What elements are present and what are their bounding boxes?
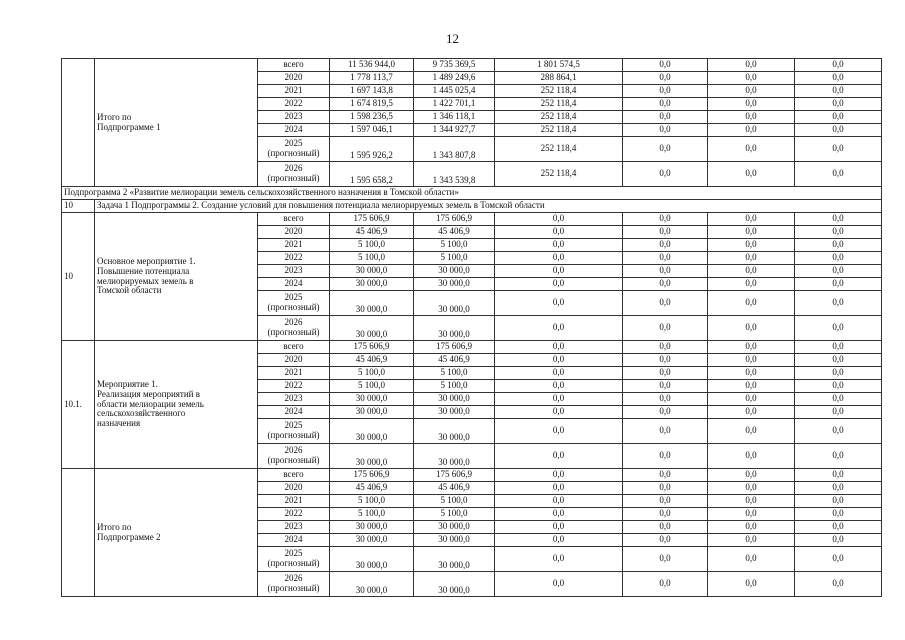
value-cell: 5 100,0 — [414, 239, 495, 252]
year-cell: 2025 (прогнозный) — [258, 419, 330, 444]
value-cell: 0,0 — [623, 367, 708, 380]
year-cell: 2024 — [258, 406, 330, 419]
year-cell: 2026 (прогнозный) — [258, 572, 330, 597]
value-cell: 175 606,9 — [414, 213, 495, 226]
year-cell: 2026 (прогнозный) — [258, 316, 330, 341]
value-cell: 5 100,0 — [414, 380, 495, 393]
value-cell: 0,0 — [623, 239, 708, 252]
value-cell: 0,0 — [795, 534, 882, 547]
year-cell: всего — [258, 59, 330, 72]
value-cell: 0,0 — [795, 547, 882, 572]
value-cell: 0,0 — [495, 406, 623, 419]
value-cell: 0,0 — [708, 393, 795, 406]
year-cell: 2022 — [258, 252, 330, 265]
table-body — [62, 59, 882, 597]
value-cell: 11 536 944,0 — [330, 59, 414, 72]
value-cell: 0,0 — [795, 213, 882, 226]
value-cell: 5 100,0 — [414, 508, 495, 521]
value-cell: 0,0 — [795, 226, 882, 239]
value-cell: 0,0 — [708, 213, 795, 226]
value-cell: 30 000,0 — [330, 547, 414, 572]
value-cell: 175 606,9 — [414, 469, 495, 482]
value-cell: 0,0 — [708, 124, 795, 137]
value-cell: 0,0 — [795, 419, 882, 444]
value-cell: 0,0 — [795, 354, 882, 367]
year-cell: всего — [258, 469, 330, 482]
value-cell: 0,0 — [495, 239, 623, 252]
value-cell: 0,0 — [795, 124, 882, 137]
value-cell: 0,0 — [623, 72, 708, 85]
row-number-cell — [62, 469, 95, 597]
year-cell: 2022 — [258, 380, 330, 393]
year-cell: 2025 (прогнозный) — [258, 547, 330, 572]
value-cell: 30 000,0 — [330, 278, 414, 291]
value-cell: 5 100,0 — [414, 252, 495, 265]
value-cell: 0,0 — [495, 469, 623, 482]
value-cell: 175 606,9 — [330, 469, 414, 482]
value-cell: 252 118,4 — [495, 124, 623, 137]
value-cell: 1 778 113,7 — [330, 72, 414, 85]
value-cell: 0,0 — [495, 354, 623, 367]
task-row — [62, 200, 882, 213]
table-row — [62, 213, 882, 226]
value-cell: 1 346 118,1 — [414, 111, 495, 124]
value-cell: 0,0 — [708, 354, 795, 367]
value-cell: 30 000,0 — [330, 316, 414, 341]
value-cell: 0,0 — [623, 572, 708, 597]
year-cell: 2021 — [258, 367, 330, 380]
value-cell: 252 118,4 — [495, 137, 623, 162]
value-cell: 0,0 — [795, 469, 882, 482]
value-cell: 0,0 — [623, 265, 708, 278]
value-cell: 0,0 — [623, 495, 708, 508]
value-cell: 0,0 — [708, 162, 795, 187]
value-cell: 0,0 — [795, 406, 882, 419]
value-cell: 1 445 025,4 — [414, 85, 495, 98]
value-cell: 0,0 — [795, 495, 882, 508]
year-cell: 2020 — [258, 72, 330, 85]
value-cell: 30 000,0 — [330, 521, 414, 534]
value-cell: 5 100,0 — [330, 367, 414, 380]
value-cell: 0,0 — [495, 495, 623, 508]
year-cell: 2025 (прогнозный) — [258, 291, 330, 316]
value-cell: 0,0 — [495, 393, 623, 406]
value-cell: 0,0 — [708, 278, 795, 291]
value-cell: 0,0 — [623, 291, 708, 316]
value-cell: 0,0 — [623, 521, 708, 534]
value-cell: 1 674 819,5 — [330, 98, 414, 111]
value-cell: 0,0 — [623, 341, 708, 354]
value-cell: 0,0 — [795, 137, 882, 162]
value-cell: 30 000,0 — [330, 265, 414, 278]
value-cell: 0,0 — [708, 137, 795, 162]
value-cell: 0,0 — [708, 111, 795, 124]
value-cell: 0,0 — [623, 316, 708, 341]
value-cell: 30 000,0 — [414, 534, 495, 547]
value-cell: 30 000,0 — [414, 393, 495, 406]
value-cell: 0,0 — [708, 226, 795, 239]
value-cell: 0,0 — [495, 444, 623, 469]
value-cell: 0,0 — [708, 59, 795, 72]
value-cell: 30 000,0 — [414, 278, 495, 291]
value-cell: 0,0 — [795, 278, 882, 291]
value-cell: 0,0 — [708, 482, 795, 495]
value-cell: 0,0 — [795, 291, 882, 316]
value-cell: 0,0 — [708, 239, 795, 252]
year-cell: 2020 — [258, 354, 330, 367]
value-cell: 0,0 — [795, 572, 882, 597]
value-cell: 45 406,9 — [330, 354, 414, 367]
table-row — [62, 469, 882, 482]
value-cell: 0,0 — [623, 508, 708, 521]
value-cell: 0,0 — [795, 393, 882, 406]
value-cell: 0,0 — [708, 98, 795, 111]
value-cell: 0,0 — [495, 316, 623, 341]
value-cell: 0,0 — [708, 508, 795, 521]
value-cell: 0,0 — [795, 162, 882, 187]
value-cell: 0,0 — [495, 547, 623, 572]
value-cell: 0,0 — [495, 367, 623, 380]
row-name-cell: Основное мероприятие 1. Повышение потенциала мелиорируемых земель в Томской области — [95, 213, 258, 341]
value-cell: 0,0 — [623, 59, 708, 72]
value-cell: 0,0 — [623, 354, 708, 367]
value-cell: 0,0 — [623, 534, 708, 547]
row-name-cell: Итого по Подпрограмме 1 — [95, 59, 258, 187]
value-cell: 1 344 927,7 — [414, 124, 495, 137]
value-cell: 45 406,9 — [414, 354, 495, 367]
value-cell: 30 000,0 — [414, 444, 495, 469]
value-cell: 1 489 249,6 — [414, 72, 495, 85]
value-cell: 0,0 — [795, 367, 882, 380]
value-cell: 0,0 — [623, 406, 708, 419]
value-cell: 0,0 — [495, 341, 623, 354]
value-cell: 0,0 — [623, 111, 708, 124]
value-cell: 1 595 926,2 — [330, 137, 414, 162]
value-cell: 175 606,9 — [330, 213, 414, 226]
value-cell: 30 000,0 — [414, 291, 495, 316]
value-cell: 0,0 — [623, 162, 708, 187]
value-cell: 0,0 — [495, 265, 623, 278]
value-cell: 0,0 — [795, 341, 882, 354]
value-cell: 0,0 — [795, 59, 882, 72]
value-cell: 0,0 — [495, 534, 623, 547]
year-cell: всего — [258, 213, 330, 226]
value-cell: 0,0 — [623, 226, 708, 239]
value-cell: 0,0 — [495, 419, 623, 444]
value-cell: 0,0 — [708, 547, 795, 572]
value-cell: 5 100,0 — [330, 508, 414, 521]
value-cell: 30 000,0 — [414, 419, 495, 444]
value-cell: 0,0 — [623, 213, 708, 226]
value-cell: 288 864,1 — [495, 72, 623, 85]
value-cell: 0,0 — [708, 252, 795, 265]
value-cell: 0,0 — [623, 278, 708, 291]
value-cell: 5 100,0 — [414, 495, 495, 508]
table-row — [62, 341, 882, 354]
value-cell: 0,0 — [795, 444, 882, 469]
value-cell: 0,0 — [795, 380, 882, 393]
value-cell: 0,0 — [708, 495, 795, 508]
value-cell: 0,0 — [623, 124, 708, 137]
value-cell: 0,0 — [795, 252, 882, 265]
year-cell: 2022 — [258, 508, 330, 521]
value-cell: 30 000,0 — [330, 444, 414, 469]
value-cell: 0,0 — [708, 380, 795, 393]
value-cell: 45 406,9 — [330, 226, 414, 239]
value-cell: 0,0 — [623, 137, 708, 162]
value-cell: 0,0 — [623, 98, 708, 111]
year-cell: 2023 — [258, 111, 330, 124]
value-cell: 1 598 236,5 — [330, 111, 414, 124]
financing-table — [61, 58, 882, 597]
value-cell: 1 422 701,1 — [414, 98, 495, 111]
value-cell: 0,0 — [795, 72, 882, 85]
value-cell: 5 100,0 — [330, 380, 414, 393]
task-number: 10 — [62, 200, 95, 213]
year-cell: 2024 — [258, 278, 330, 291]
value-cell: 0,0 — [623, 469, 708, 482]
year-cell: 2020 — [258, 226, 330, 239]
value-cell: 30 000,0 — [330, 572, 414, 597]
row-name-cell: Мероприятие 1. Реализация мероприятий в области мелиорации земель сельскохозяйственного назначения — [95, 341, 258, 469]
year-cell: 2023 — [258, 265, 330, 278]
value-cell: 252 118,4 — [495, 98, 623, 111]
value-cell: 30 000,0 — [414, 572, 495, 597]
value-cell: 0,0 — [495, 291, 623, 316]
value-cell: 0,0 — [708, 72, 795, 85]
value-cell: 0,0 — [708, 316, 795, 341]
value-cell: 0,0 — [623, 252, 708, 265]
value-cell: 0,0 — [708, 265, 795, 278]
value-cell: 0,0 — [495, 482, 623, 495]
value-cell: 0,0 — [795, 482, 882, 495]
value-cell: 0,0 — [623, 547, 708, 572]
value-cell: 45 406,9 — [330, 482, 414, 495]
year-cell: 2024 — [258, 534, 330, 547]
year-cell: 2022 — [258, 98, 330, 111]
value-cell: 30 000,0 — [414, 547, 495, 572]
year-cell: 2024 — [258, 124, 330, 137]
value-cell: 0,0 — [708, 291, 795, 316]
value-cell: 9 735 369,5 — [414, 59, 495, 72]
value-cell: 30 000,0 — [330, 393, 414, 406]
subprogram-heading: Подпрограмма 2 «Развитие мелиорации земель сельскохозяйственного назначения в Томской области» — [62, 187, 882, 200]
value-cell: 0,0 — [623, 444, 708, 469]
value-cell: 5 100,0 — [414, 367, 495, 380]
value-cell: 0,0 — [623, 419, 708, 444]
value-cell: 0,0 — [623, 482, 708, 495]
value-cell: 175 606,9 — [330, 341, 414, 354]
value-cell: 30 000,0 — [414, 521, 495, 534]
year-cell: 2026 (прогнозный) — [258, 162, 330, 187]
value-cell: 1 697 143,8 — [330, 85, 414, 98]
value-cell: 45 406,9 — [414, 482, 495, 495]
value-cell: 0,0 — [795, 316, 882, 341]
value-cell: 0,0 — [495, 226, 623, 239]
value-cell: 30 000,0 — [330, 534, 414, 547]
value-cell: 0,0 — [495, 508, 623, 521]
value-cell: 0,0 — [495, 278, 623, 291]
value-cell: 252 118,4 — [495, 162, 623, 187]
value-cell: 0,0 — [495, 213, 623, 226]
value-cell: 252 118,4 — [495, 111, 623, 124]
value-cell: 1 801 574,5 — [495, 59, 623, 72]
value-cell: 0,0 — [708, 572, 795, 597]
year-cell: 2021 — [258, 85, 330, 98]
value-cell: 45 406,9 — [414, 226, 495, 239]
value-cell: 0,0 — [795, 98, 882, 111]
value-cell: 1 343 539,8 — [414, 162, 495, 187]
year-cell: 2025 (прогнозный) — [258, 137, 330, 162]
value-cell: 0,0 — [708, 419, 795, 444]
value-cell: 30 000,0 — [414, 406, 495, 419]
value-cell: 5 100,0 — [330, 239, 414, 252]
value-cell: 30 000,0 — [330, 291, 414, 316]
value-cell: 1 595 658,2 — [330, 162, 414, 187]
value-cell: 0,0 — [795, 239, 882, 252]
row-name-cell: Итого по Подпрограмме 2 — [95, 469, 258, 597]
value-cell: 0,0 — [495, 252, 623, 265]
value-cell: 0,0 — [795, 85, 882, 98]
value-cell: 0,0 — [795, 521, 882, 534]
value-cell: 0,0 — [623, 85, 708, 98]
value-cell: 30 000,0 — [330, 406, 414, 419]
year-cell: 2021 — [258, 495, 330, 508]
task-text: Задача 1 Подпрограммы 2. Создание условий для повышения потенциала мелиорируемых земель в Томской области — [95, 200, 882, 213]
value-cell: 252 118,4 — [495, 85, 623, 98]
value-cell: 0,0 — [708, 469, 795, 482]
value-cell: 5 100,0 — [330, 252, 414, 265]
value-cell: 5 100,0 — [330, 495, 414, 508]
value-cell: 0,0 — [623, 380, 708, 393]
row-number-cell — [62, 59, 95, 187]
page-number: 12 — [446, 31, 459, 46]
value-cell: 0,0 — [708, 406, 795, 419]
year-cell: 2020 — [258, 482, 330, 495]
year-cell: всего — [258, 341, 330, 354]
value-cell: 0,0 — [623, 393, 708, 406]
value-cell: 0,0 — [708, 341, 795, 354]
value-cell: 0,0 — [495, 521, 623, 534]
value-cell: 0,0 — [495, 380, 623, 393]
row-number-cell: 10 — [62, 213, 95, 341]
year-cell: 2026 (прогнозный) — [258, 444, 330, 469]
year-cell: 2021 — [258, 239, 330, 252]
value-cell: 0,0 — [708, 534, 795, 547]
value-cell: 1 343 807,8 — [414, 137, 495, 162]
value-cell: 30 000,0 — [330, 419, 414, 444]
value-cell: 0,0 — [795, 508, 882, 521]
value-cell: 0,0 — [795, 265, 882, 278]
value-cell: 0,0 — [708, 85, 795, 98]
value-cell: 0,0 — [708, 521, 795, 534]
table-row — [62, 59, 882, 72]
value-cell: 30 000,0 — [414, 316, 495, 341]
value-cell: 30 000,0 — [414, 265, 495, 278]
value-cell: 1 597 046,1 — [330, 124, 414, 137]
subprogram-heading-row — [62, 187, 882, 200]
year-cell: 2023 — [258, 521, 330, 534]
value-cell: 0,0 — [795, 111, 882, 124]
value-cell: 0,0 — [708, 367, 795, 380]
year-cell: 2023 — [258, 393, 330, 406]
row-number-cell: 10.1. — [62, 341, 95, 469]
value-cell: 0,0 — [495, 572, 623, 597]
value-cell: 0,0 — [708, 444, 795, 469]
value-cell: 175 606,9 — [414, 341, 495, 354]
